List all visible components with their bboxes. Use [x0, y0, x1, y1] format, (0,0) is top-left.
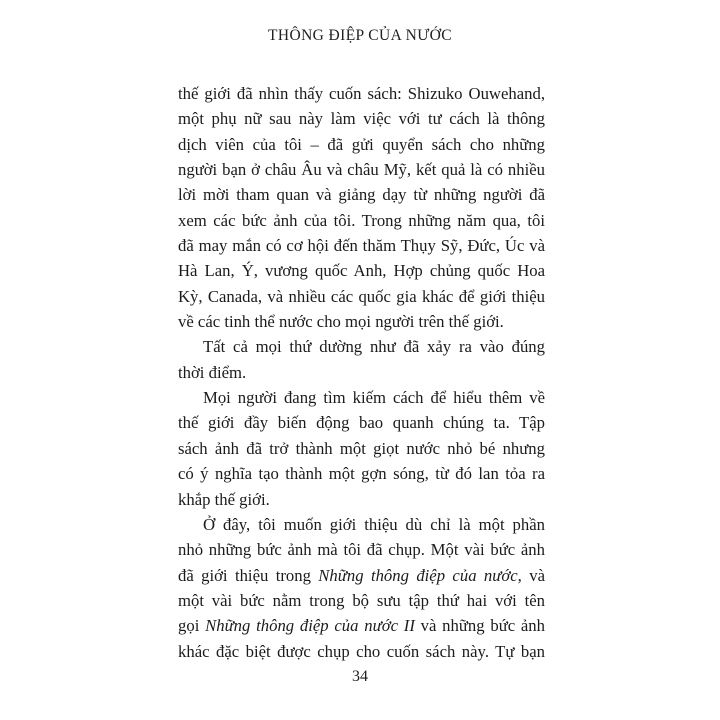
text-line	[178, 233, 545, 258]
italic-book-title: Những thông điệp của nước II	[205, 616, 415, 636]
text-line	[178, 385, 545, 410]
text-segment: Ở đây, tôi muốn giới thiệu dù chỉ là một phần	[203, 514, 545, 534]
text-segment: , và	[517, 565, 545, 585]
text-line	[178, 309, 545, 334]
text-line	[178, 106, 545, 131]
text-line	[178, 81, 545, 106]
text-segment: thế giới đầy biến động bao quanh chúng ta. Tập	[178, 413, 545, 433]
text-segment: lời mời tham quan và giảng dạy từ những người đã	[178, 185, 545, 205]
text-segment: dịch viên của tôi – đã gửi quyển sách cho những	[178, 134, 545, 154]
text-segment: khác đặc biệt được chụp cho cuốn sách này. Tự bạn	[178, 641, 545, 661]
text-line	[178, 563, 545, 588]
text-line	[178, 487, 545, 512]
italic-book-title: Những thông điệp của nước	[318, 565, 518, 585]
text-line	[178, 360, 545, 385]
text-line	[178, 588, 545, 613]
text-segment: gọi	[178, 616, 206, 636]
text-segment: về các tinh thể nước cho mọi người trên thế giới.	[178, 312, 504, 332]
text-segment: Mọi người đang tìm kiếm cách để hiểu thêm về	[203, 388, 545, 408]
text-line	[178, 334, 545, 359]
text-line	[178, 132, 545, 157]
text-line	[178, 410, 545, 435]
text-segment: thời điểm.	[178, 362, 247, 382]
text-line	[178, 284, 545, 309]
text-segment: một vài bức nằm trong bộ sưu tập thứ hai với tên	[178, 590, 545, 610]
text-segment: nhỏ những bức ảnh mà tôi đã chụp. Một vài bức ảnh	[178, 540, 545, 560]
text-line	[178, 461, 545, 486]
text-segment: thế giới đã nhìn thấy cuốn sách: Shizuko Ouwehand,	[178, 84, 545, 103]
page-number: 34	[352, 668, 368, 685]
text-line	[178, 208, 545, 233]
text-segment: người bạn ở châu Âu và châu Mỹ, kết quả là có nhiều	[178, 160, 545, 180]
text-line	[178, 537, 545, 562]
text-segment: Tất cả mọi thứ dường như đã xảy ra vào đúng	[203, 337, 545, 357]
body-text	[178, 81, 545, 664]
text-line	[178, 157, 545, 182]
text-segment: Hà Lan, Ý, vương quốc Anh, Hợp chủng quốc Hoa	[178, 261, 545, 281]
text-line	[178, 258, 545, 283]
text-line	[178, 639, 545, 664]
page-header: THÔNG ĐIỆP CỦA NƯỚC	[268, 27, 452, 44]
text-segment: khắp thế giới.	[178, 489, 270, 509]
text-line	[178, 182, 545, 207]
text-segment: Kỳ, Canada, và nhiều các quốc gia khác để giới thiệu	[178, 286, 545, 306]
text-segment: sách ảnh đã trở thành một giọt nước nhỏ bé nhưng	[178, 438, 545, 458]
text-segment: có ý nghĩa tạo thành một gợn sóng, từ đó lan tỏa ra	[178, 464, 545, 484]
text-segment: xem các bức ảnh của tôi. Trong những năm qua, tôi	[178, 210, 545, 230]
text-segment: đã may mắn có cơ hội đến thăm Thụy Sỹ, Đức, Úc và	[178, 236, 545, 256]
text-segment: một phụ nữ sau này làm việc với tư cách là thông	[178, 109, 545, 129]
text-line	[178, 613, 545, 638]
text-line	[178, 512, 545, 537]
text-segment: đã giới thiệu trong	[178, 565, 319, 585]
text-segment: và những bức ảnh	[414, 616, 545, 636]
text-line	[178, 436, 545, 461]
